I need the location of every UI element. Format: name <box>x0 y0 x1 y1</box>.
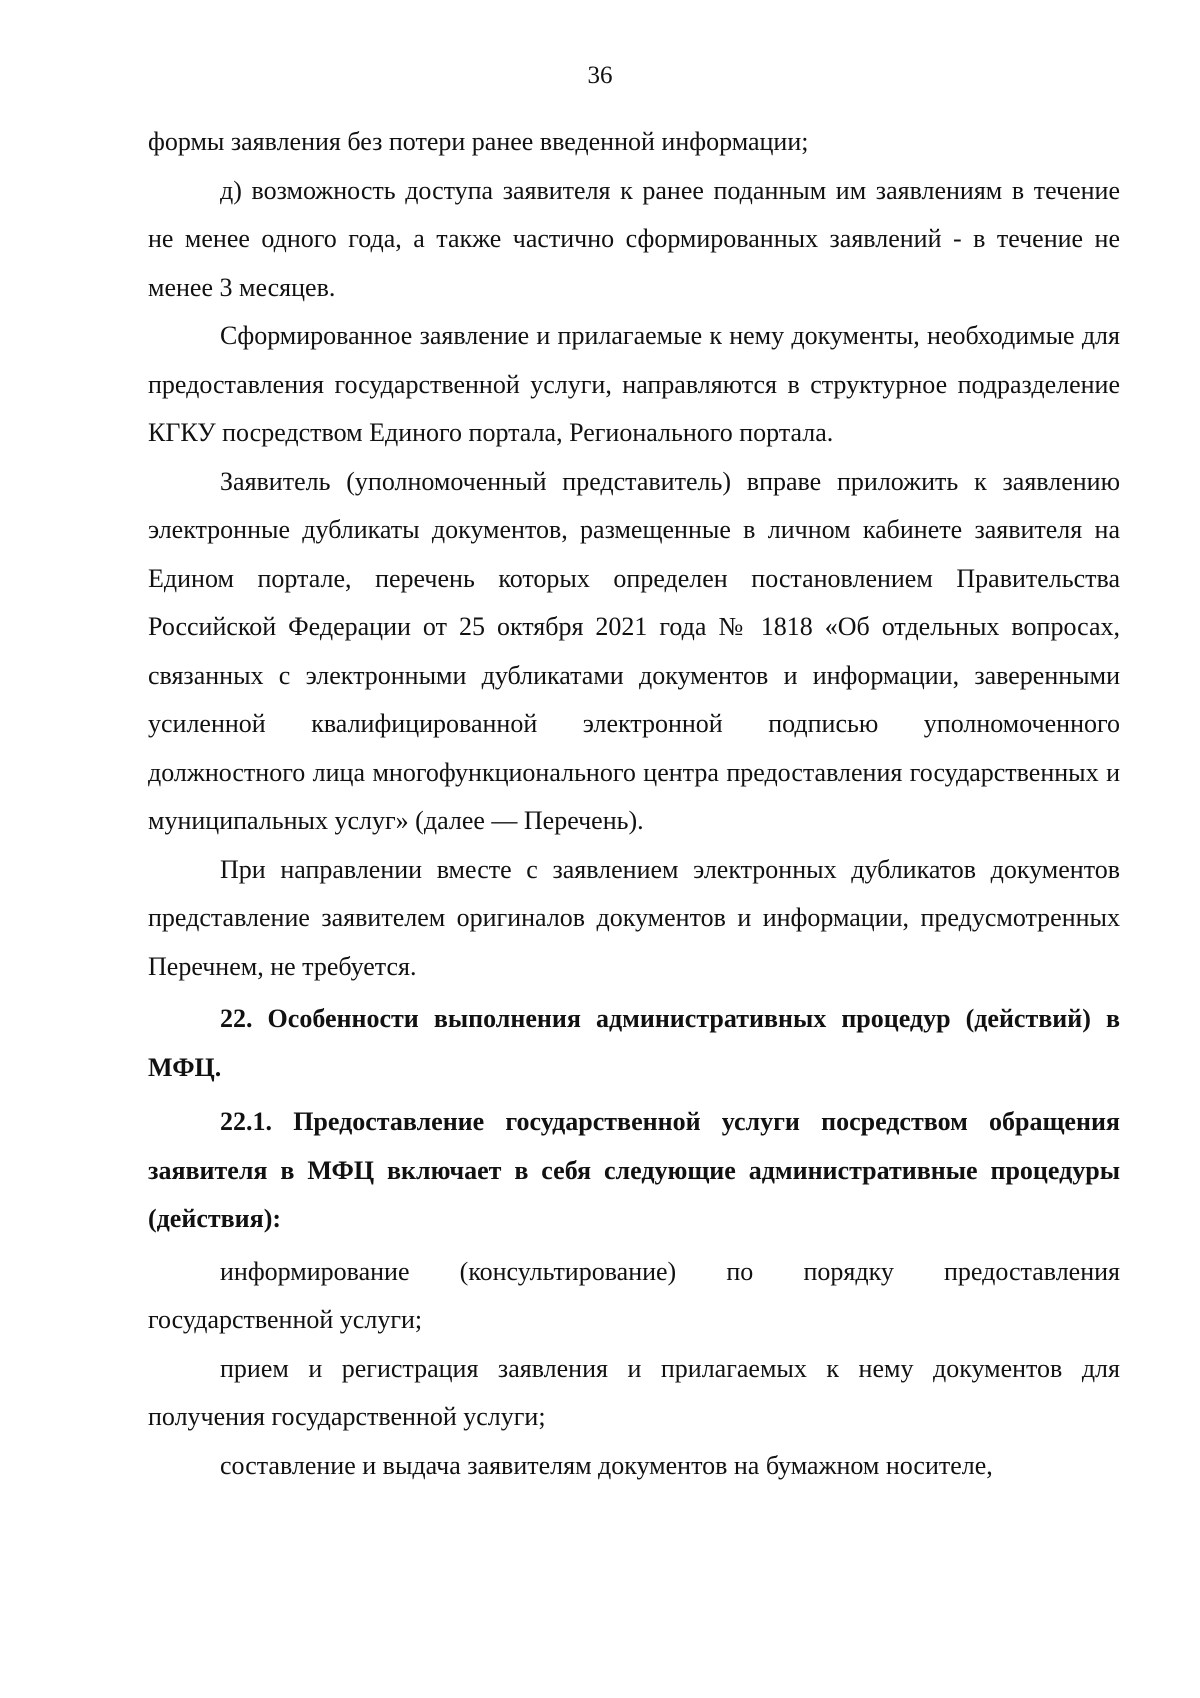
document-body <box>148 118 1120 1490</box>
paragraph-item-d: д) возможность доступа заявителя к ранее поданным им заявлениям в течение не менее одного года, а также частично сформированных заявлений - в течение не менее 3 месяцев. <box>148 175 1120 302</box>
page-number: 36 <box>587 62 613 89</box>
paragraph-originals-not-required: При направлении вместе с заявлением электронных дубликатов документов представление заявителем оригиналов документов и информации, предусмотренных Перечнем, не требуется. <box>148 854 1120 981</box>
list-item-issuance: составление и выдача заявителям документов на бумажном носителе, <box>220 1450 993 1480</box>
paragraph-electronic-duplicates: Заявитель (уполномоченный представитель) вправе приложить к заявлению электронные дубликаты документов, размещенные в личном кабинете заявителя на Едином портале, перечень которых определен постановлением Правительства Российской Федерации от 25 октября 2021 года № 1818 «Об отдельных вопросах, связанных с электронными дубликатами документов и информации, заверенными усиленной квалифицированной электронной подписью уполномоченного должностного лица многофункционального центра предоставления государственных и муниципальных услуг» (далее — Перечень). <box>148 466 1120 835</box>
paragraph-submission: Сформированное заявление и прилагаемые к нему документы, необходимые для предоставления государственной услуги, направляются в структурное подразделение КГКУ посредством Единого портала, Регионального портала. <box>148 321 1120 447</box>
section-heading-22: 22. Особенности выполнения административных процедур (действий) в МФЦ. <box>148 1004 1120 1082</box>
list-item-informing: информирование (консультирование) по порядку предоставления государственной услуги; <box>148 1256 1120 1334</box>
subsection-heading-22-1: 22.1. Предоставление государственной услуги посредством обращения заявителя в МФЦ включает в себя следующие административные процедуры (действия): <box>148 1107 1120 1233</box>
list-item-reception: прием и регистрация заявления и прилагаемых к нему документов для получения государственной услуги; <box>148 1353 1120 1431</box>
paragraph-continuation: формы заявления без потери ранее введенной информации; <box>148 127 809 156</box>
